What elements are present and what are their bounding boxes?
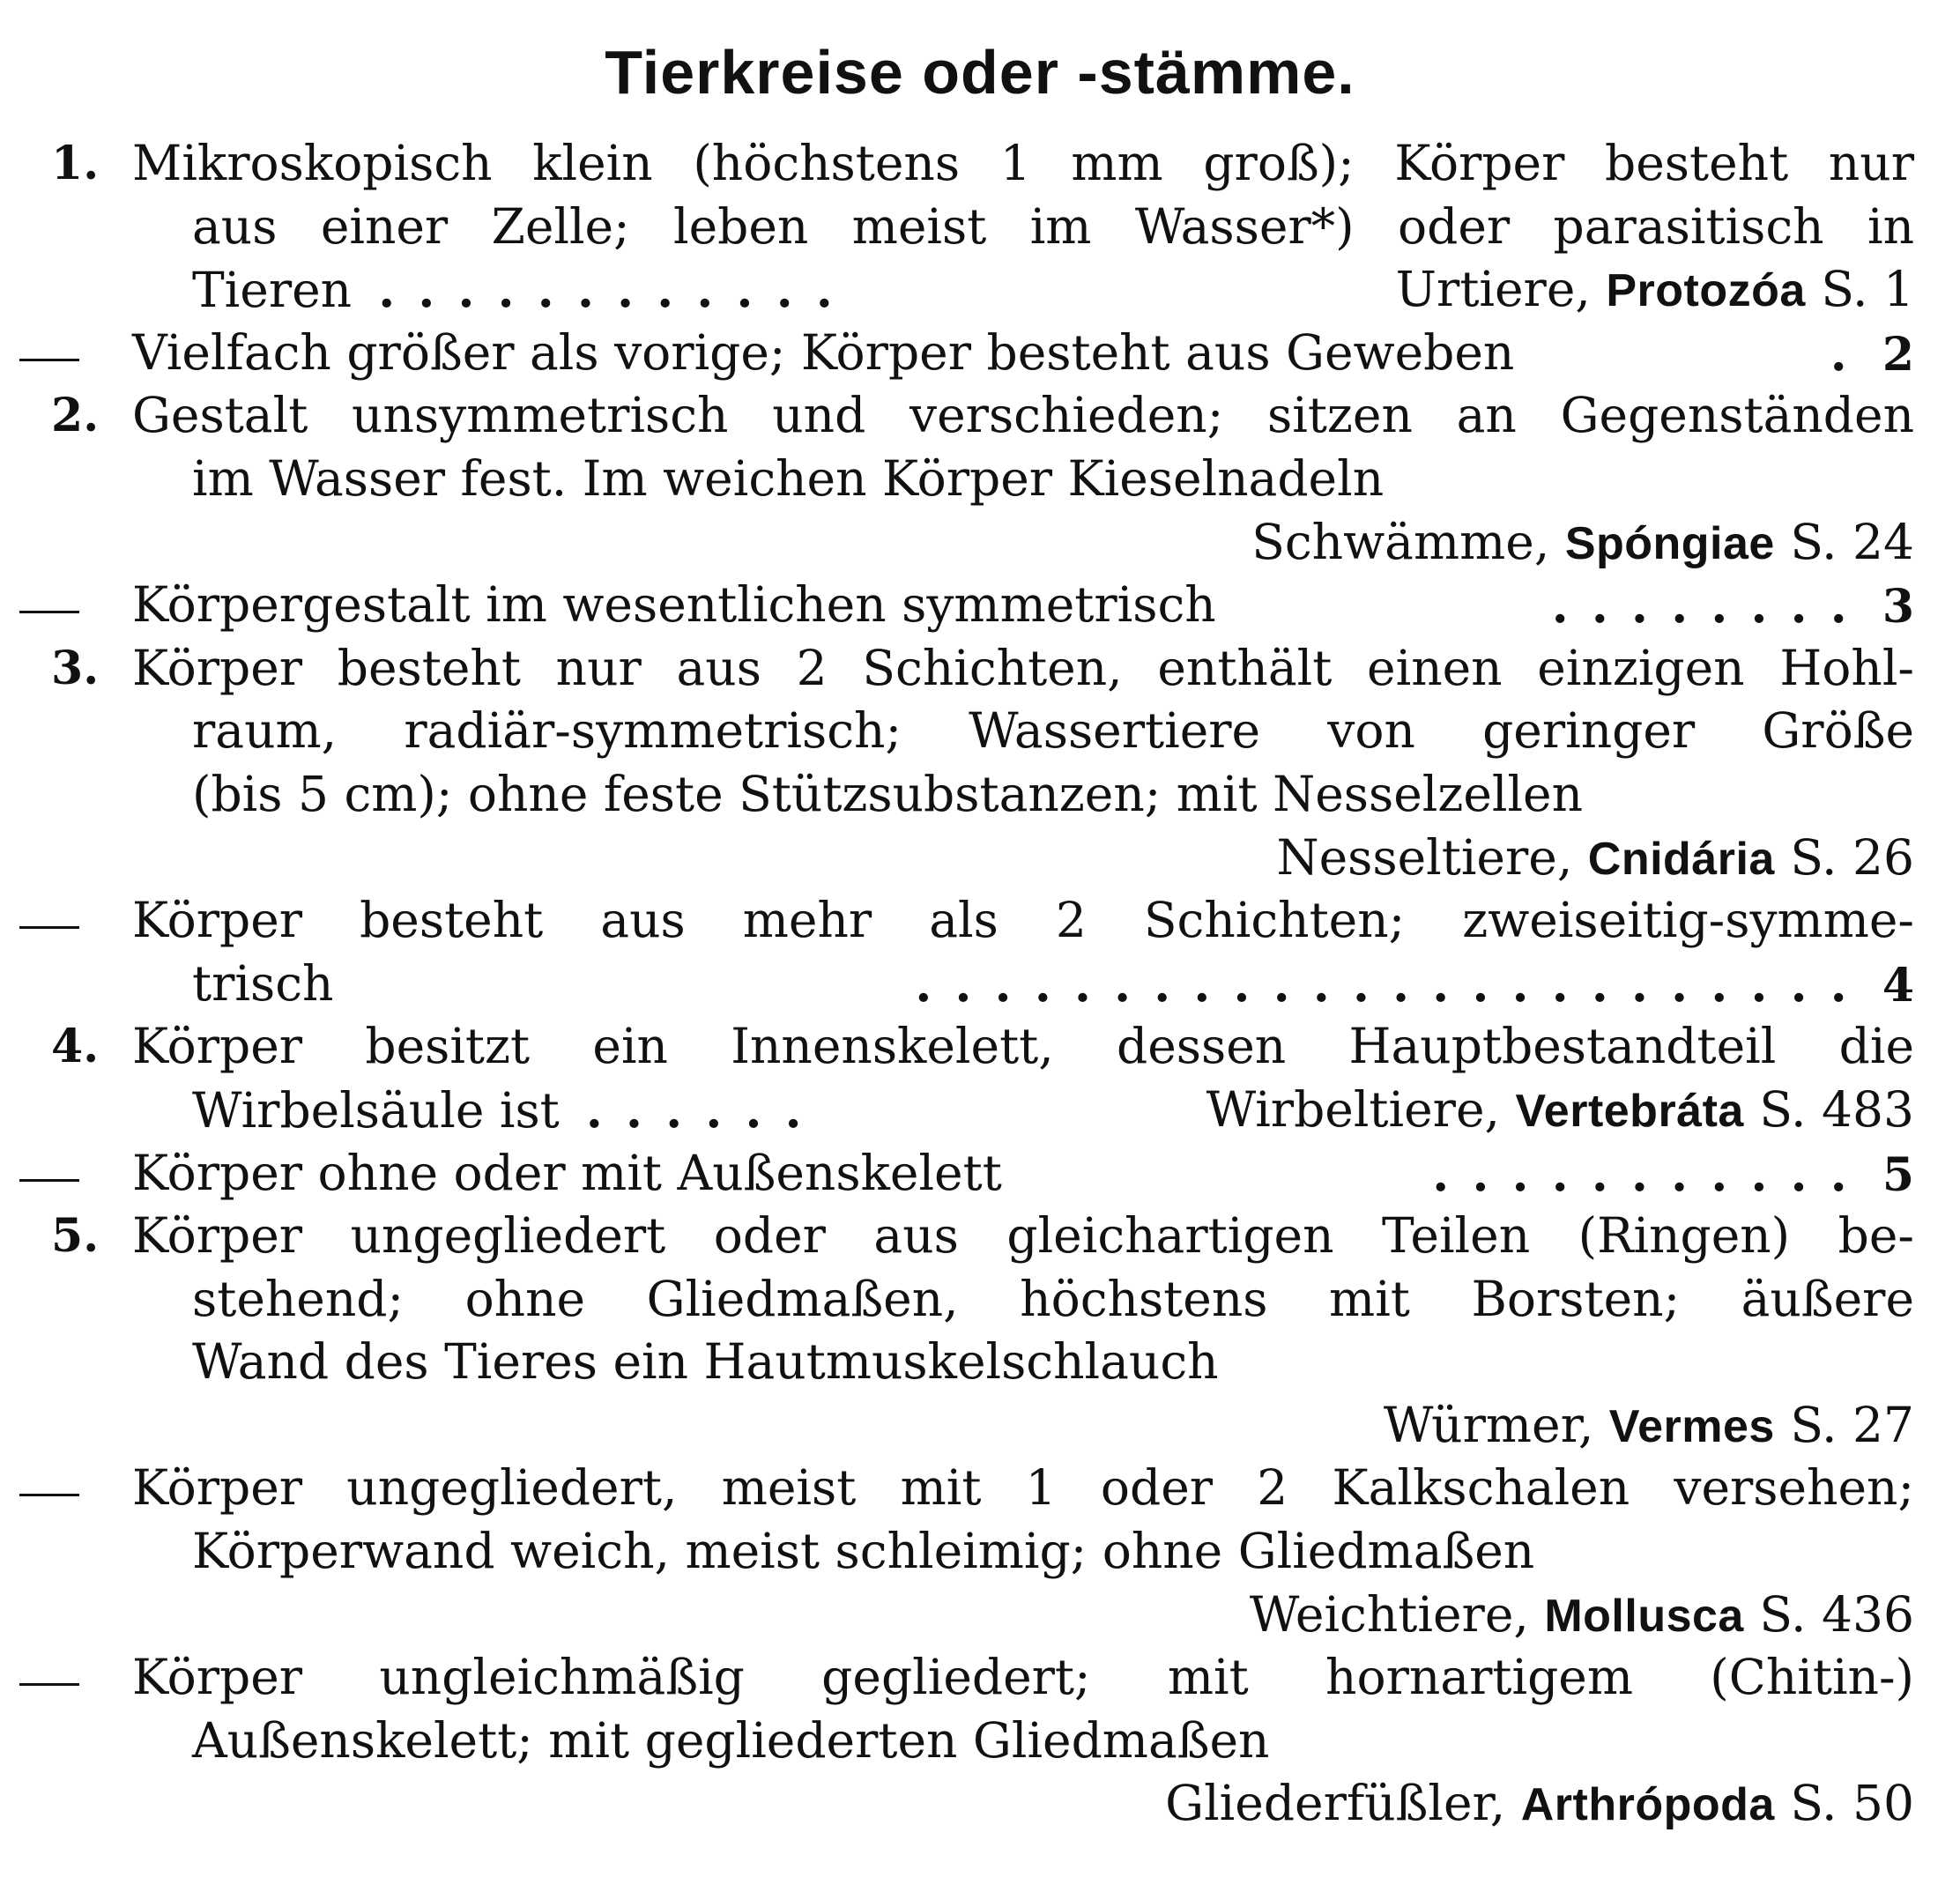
leader-dots: ............	[378, 261, 856, 319]
key-line	[0, 1079, 1960, 1142]
next-couplet-ref: 4	[1882, 958, 1914, 1013]
leader-dots: .	[1830, 323, 1870, 382]
key-text: (bis 5 cm); ohne feste Stützsubstanzen; mit Nesselzellen	[192, 765, 1584, 822]
key-text: trisch	[192, 954, 334, 1012]
key-line	[0, 511, 1960, 575]
page-reference: S. 24	[1790, 513, 1914, 570]
key-text: Körper besteht nur aus 2 Schichten, enthält einen einzigen Hohl-	[132, 639, 1914, 696]
taxon-german-name: Würmer,	[1383, 1396, 1594, 1453]
taxon-latin-name: Protozóa	[1606, 265, 1806, 317]
lead-reference	[915, 953, 1914, 1018]
page-reference: S. 483	[1759, 1080, 1914, 1138]
key-text: aus einer Zelle; leben meist im Wasser*) oder parasitisch in	[192, 197, 1914, 255]
alternative-dash	[19, 322, 81, 385]
key-text-lead	[192, 1079, 825, 1143]
key-text: stehend; ohne Gliedmaßen, höchstens mit Borsten; äußere	[192, 1270, 1914, 1327]
taxon-latin-name: Mollusca	[1544, 1590, 1744, 1642]
key-text: im Wasser fest. Im weichen Körper Kieselnadeln	[192, 449, 1385, 507]
key-line	[0, 1268, 1960, 1332]
leader-dots: ........................	[915, 954, 1870, 1013]
key-text: Vielfach größer als vorige; Körper besteht aus Geweben	[132, 323, 1515, 381]
taxon-german-name: Urtiere,	[1395, 261, 1591, 318]
key-text: Tieren	[192, 262, 353, 319]
taxon-german-name: Weichtiere,	[1249, 1585, 1529, 1643]
page-reference: S. 50	[1790, 1775, 1914, 1832]
taxon-german-name: Schwämme,	[1251, 513, 1550, 570]
couplet-number: 2.	[51, 389, 100, 443]
taxon-result	[1396, 258, 1914, 323]
page-reference: S. 26	[1790, 828, 1914, 886]
key-text: Körper ungegliedert oder aus gleichartigen Teilen (Ringen) be-	[132, 1207, 1914, 1265]
key-text: Gestalt unsymmetrisch und verschieden; sitzen an Gegenständen	[132, 387, 1914, 444]
key-line	[0, 1394, 1960, 1458]
key-text: Körpergestalt im wesentlichen symmetrisch	[132, 576, 1216, 634]
taxon-german-name: Wirbeltiere,	[1206, 1080, 1500, 1138]
key-line	[0, 1205, 1960, 1268]
leader-dots: ......	[585, 1080, 825, 1139]
key-line	[0, 763, 1960, 827]
lead-reference	[1432, 1142, 1914, 1207]
key-line	[0, 953, 1960, 1016]
taxon-result	[1251, 511, 1914, 576]
alternative-dash	[19, 574, 81, 637]
next-couplet-ref: 2	[1882, 327, 1914, 382]
determination-key	[0, 132, 1960, 1836]
taxon-latin-name: Arthrópoda	[1520, 1779, 1775, 1831]
key-line	[0, 1142, 1960, 1206]
taxon-german-name: Nesseltiere,	[1276, 828, 1573, 886]
key-line	[0, 1015, 1960, 1079]
alternative-dash	[19, 889, 81, 953]
key-line	[0, 574, 1960, 637]
key-line	[0, 1520, 1960, 1584]
key-line	[0, 1584, 1960, 1647]
taxon-result	[1276, 827, 1914, 892]
taxon-latin-name: Spóngiae	[1564, 517, 1775, 569]
key-line	[0, 1710, 1960, 1773]
couplet-number: 4.	[51, 1020, 100, 1074]
key-line	[0, 1646, 1960, 1710]
key-line	[0, 384, 1960, 448]
key-text: Körper ohne oder mit Außenskelett	[132, 1144, 1002, 1201]
key-text-lead	[192, 258, 856, 323]
next-couplet-ref: 3	[1882, 580, 1914, 634]
lead-reference	[1830, 322, 1914, 387]
leader-dots: ........	[1551, 576, 1870, 634]
taxon-latin-name: Vermes	[1608, 1400, 1775, 1452]
couplet-number: 5.	[51, 1209, 100, 1264]
key-line	[0, 827, 1960, 890]
key-line	[0, 448, 1960, 511]
key-text: Körper ungleichmäßig gegliedert; mit hornartigem (Chitin-)	[132, 1649, 1914, 1706]
key-line	[0, 258, 1960, 322]
taxon-latin-name: Vertebráta	[1515, 1085, 1744, 1137]
taxon-result	[1206, 1079, 1914, 1144]
taxon-german-name: Gliederfüßler,	[1165, 1775, 1506, 1832]
next-couplet-ref: 5	[1882, 1147, 1914, 1202]
page-reference: S. 27	[1790, 1396, 1914, 1453]
key-line	[0, 1457, 1960, 1520]
taxon-result	[1250, 1584, 1914, 1649]
key-line	[0, 196, 1960, 259]
key-text: Körper besitzt ein Innenskelett, dessen Hauptbestandteil die	[132, 1018, 1914, 1075]
page-title: Tierkreise oder -stämme.	[605, 38, 1355, 107]
taxon-result	[1384, 1394, 1914, 1459]
key-line	[0, 637, 1960, 701]
key-text: Körper ungegliedert, meist mit 1 oder 2 Kalkschalen versehen;	[132, 1459, 1914, 1517]
key-text: Mikroskopisch klein (höchstens 1 mm groß); Körper besteht nur	[132, 135, 1914, 191]
key-text: Körperwand weich, meist schleimig; ohne Gliedmaßen	[192, 1523, 1535, 1580]
alternative-dash	[19, 1457, 81, 1520]
leader-dots: ...........	[1432, 1144, 1870, 1202]
key-line	[0, 700, 1960, 763]
page-reference: S. 1	[1821, 261, 1914, 318]
taxon-result	[1165, 1772, 1914, 1837]
key-text: Außenskelett; mit gegliederten Gliedmaßen	[192, 1711, 1270, 1769]
couplet-number: 1.	[51, 137, 100, 190]
alternative-dash	[19, 1646, 81, 1710]
key-line	[0, 132, 1960, 196]
key-line	[0, 889, 1960, 953]
key-line	[0, 322, 1960, 385]
key-line	[0, 1331, 1960, 1394]
key-text: raum, radiär-symmetrisch; Wassertiere von geringer Größe	[192, 702, 1914, 760]
key-text: Wand des Tieres ein Hautmuskelschlauch	[192, 1333, 1219, 1391]
lead-reference	[1552, 574, 1914, 639]
alternative-dash	[19, 1142, 81, 1206]
key-text: Wirbelsäule ist	[192, 1081, 560, 1139]
taxon-latin-name: Cnidária	[1587, 833, 1775, 885]
key-line	[0, 1772, 1960, 1836]
key-text: Körper besteht aus mehr als 2 Schichten; zweiseitig-symme-	[132, 892, 1914, 949]
page-reference: S. 436	[1759, 1585, 1914, 1643]
couplet-number: 3.	[51, 641, 100, 695]
